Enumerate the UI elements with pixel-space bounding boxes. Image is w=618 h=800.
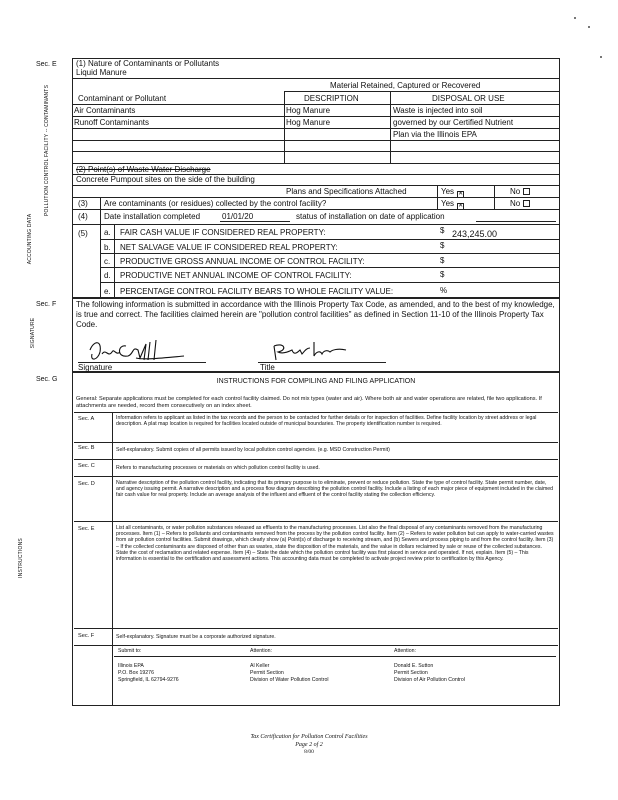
value-e-letter: e. xyxy=(104,287,111,296)
sec-g-side-label: INSTRUCTIONS xyxy=(18,538,24,578)
instr-sec-c-text: Refers to manufacturing processes or materials on which pollution control facility is used. xyxy=(116,465,320,471)
sec-e-tag: Sec. E xyxy=(36,61,57,68)
row3-disposal: Plan via the Illinois EPA xyxy=(393,130,477,139)
value-b-letter: b. xyxy=(104,243,111,252)
row2-description: Hog Manure xyxy=(286,118,331,127)
plans-no-checkbox[interactable] xyxy=(523,188,530,195)
row1-disposal: Waste is injected into soil xyxy=(393,106,483,115)
value-b-dollar: $ xyxy=(440,241,445,250)
col-description: DESCRIPTION xyxy=(304,94,359,103)
certification-statement: The following information is submitted in accordance with the Illinois Property Tax Code, as amended, and to the best of my knowledge, is true and correct. The facilities claimed herein are "pollution control facilities" as defined in Section 11-10 of the Illinois Property Tax Code. xyxy=(76,300,555,329)
instr-sec-b-text: Self-explanatory. Submit copies of all permits issued by local pollution control agencies. (e.g. MSD Construction Permit) xyxy=(116,447,390,453)
scan-speck xyxy=(574,17,576,19)
value-c-letter: c. xyxy=(104,257,111,266)
plans-yes-label: Yes xyxy=(441,187,455,196)
plans-no-label: No xyxy=(510,187,521,196)
value-a-letter: a. xyxy=(104,228,111,237)
attention-label-2: Attention: xyxy=(394,648,416,654)
addr2-line3: Division of Water Pollution Control xyxy=(250,677,329,683)
signature-label: Signature xyxy=(78,363,113,372)
q3-no[interactable] xyxy=(510,199,530,208)
addr2-line1: Al Keller xyxy=(250,663,270,669)
attention-label-1: Attention: xyxy=(250,648,272,654)
addr3-line3: Division of Air Pollution Control xyxy=(394,677,465,683)
addr2-line2: Permit Section xyxy=(250,670,284,676)
instr-sec-a-tag: Sec. A xyxy=(78,416,95,422)
footer-date: 8/00 xyxy=(304,749,314,755)
value-d-letter: d. xyxy=(104,271,111,280)
q3-no-label: No xyxy=(510,199,521,208)
instr-sec-e-text: List all contaminants, or water pollution substances released as effluents to the manufacturing processes. List also the final disposal of any contaminants removed from the manufacturing processes. Item (1) – Refers to pollutants and contaminants removed from the process by the pollution control facility. Item (2) – Refers to water pollution but can apply to water-carried wastes from air pollution control facilities. Submit drawings, which clearly show (a) Point(s) of discharge to receiving stream, and (b) Sewers and process piping to and from the control facility. Item (3) – If the collected contaminants are disposed of other than as wastes, state the disposition of the materials, and the value in dollars reclaimed by sale or reuse of the collected substances. State the cost of reclamation and related expense. Item (4) – State the date which the pollution control facility was first placed in service and operated. If not, explain. Item (5) – This information is essential to the certification and assessment actions. This accounting data must be completed to activate project review prior to certification by this Agency. xyxy=(116,525,554,563)
sec-g-tag: Sec. G xyxy=(36,376,58,383)
sec-f-tag: Sec. F xyxy=(36,301,57,308)
row1-description: Hog Manure xyxy=(286,106,331,115)
general-instructions: General: Separate applications must be completed for each control facility claimed. Do not mix types (water and air). Where both air and water operations are related, file two applications. If attachments are needed, record them consecutively on an index sheet. xyxy=(76,396,542,409)
row1-contaminant: Air Contaminants xyxy=(74,106,136,115)
sec-e-side-label-accounting: ACCOUNTING DATA xyxy=(27,213,33,265)
row2-disposal: governed by our Certified Nutrient xyxy=(393,118,514,127)
submit-to-label: Submit to: xyxy=(118,648,142,654)
instr-sec-e-tag: Sec. E xyxy=(78,526,95,532)
instr-sec-f-text: Self-explanatory. Signature must be a corporate authorized signature. xyxy=(116,634,276,640)
footer-title: Tax Certification for Pollution Control Facilities xyxy=(250,734,368,740)
q3-number: (3) xyxy=(78,199,88,208)
material-header: Material Retained, Captured or Recovered xyxy=(330,81,481,90)
addr1-line2: P.O. Box 19276 xyxy=(118,670,154,676)
plans-label: Plans and Specifications Attached xyxy=(286,187,407,196)
footer-page: Page 2 of 2 xyxy=(295,742,323,748)
q3-yes-checkbox[interactable]: ✕ xyxy=(458,203,464,209)
instr-sec-b-tag: Sec. B xyxy=(78,445,95,451)
addr1-line1: Illinois EPA xyxy=(118,663,144,669)
scan-speck xyxy=(588,26,590,28)
value-b-label: NET SALVAGE VALUE IF CONSIDERED REAL PROPERTY: xyxy=(120,243,338,252)
instr-sec-a-text: Information refers to applicant as listed in the tax records and the person to be contacted for further details or for inspection of facilities. Define facility location by street address or legal description. A plat map location is required for facilities located outside of municipal boundaries. The property identification number is required. xyxy=(116,415,537,428)
value-d-dollar: $ xyxy=(440,270,445,279)
addr3-line1: Donald E. Sutton xyxy=(394,663,434,669)
plans-no[interactable] xyxy=(510,187,530,196)
addr3-line2: Permit Section xyxy=(394,670,428,676)
nature-title: (1) Nature of Contaminants or Pollutants xyxy=(76,59,220,68)
value-a-dollar: $ xyxy=(440,226,445,235)
instructions-title: INSTRUCTIONS FOR COMPILING AND FILING APPLICATION xyxy=(216,378,416,385)
title-label: Title xyxy=(260,363,275,372)
q3-text: Are contaminants (or residues) collected by the control facility? xyxy=(104,199,327,208)
addr1-line3: Springfield, IL 62794-9276 xyxy=(118,677,179,683)
instr-sec-d-text: Narrative description of the pollution control facility, indicating that its primary purpose is to eliminate, prevent or reduce pollution. State the type of control facility. State permit number, date, and agency issuing permit. A narrative description and a process flow diagram describing the pollution control facility. Include a listing of each major piece of equipment included in the claimed fair cash value for real property. Include an average analysis of the influent and effluent of the control facility stating the collection efficiency. xyxy=(116,480,554,499)
point-value: Concrete Pumpout sites on the side of the building xyxy=(76,175,255,184)
q4-date: 01/01/20 xyxy=(222,212,254,221)
value-e-label: PERCENTAGE CONTROL FACILITY BEARS TO WHOLE FACILITY VALUE: xyxy=(120,287,394,296)
value-c-label: PRODUCTIVE GROSS ANNUAL INCOME OF CONTROL FACILITY: xyxy=(120,257,365,266)
value-d-label: PRODUCTIVE NET ANNUAL INCOME OF CONTROL FACILITY: xyxy=(120,271,352,280)
q4-number: (4) xyxy=(78,212,88,221)
instr-sec-d-tag: Sec. D xyxy=(78,481,95,487)
title-handwriting xyxy=(270,338,350,364)
plans-yes-checkbox[interactable]: ✕ xyxy=(458,191,464,197)
value-a-amount: 243,245.00 xyxy=(452,229,498,239)
value-a-label: FAIR CASH VALUE IF CONSIDERED REAL PROPERTY: xyxy=(120,228,326,237)
q3-yes-label: Yes xyxy=(441,199,455,208)
scan-speck xyxy=(600,56,602,58)
instr-sec-c-tag: Sec. C xyxy=(78,463,95,469)
value-e-percent: % xyxy=(440,286,448,295)
instr-sec-f-tag: Sec. F xyxy=(78,633,95,639)
sec-f-side-label: SIGNATURE xyxy=(30,317,36,349)
sec-e-side-label: POLLUTION CONTROL FACILITY -- CONTAMINANTS xyxy=(44,84,50,216)
point-title: (2) Point(s) of Waste Water Discharge xyxy=(76,165,211,174)
col-contaminant: Contaminant or Pollutant xyxy=(78,94,167,103)
q5-number: (5) xyxy=(78,229,88,238)
value-c-dollar: $ xyxy=(440,256,445,265)
row2-contaminant: Runoff Contaminants xyxy=(74,118,150,127)
q4-status-label: status of installation on date of application xyxy=(296,212,445,221)
q3-no-checkbox[interactable] xyxy=(523,200,530,207)
nature-value: Liquid Manure xyxy=(76,68,127,77)
col-disposal: DISPOSAL OR USE xyxy=(432,94,505,103)
q4-label: Date installation completed xyxy=(104,212,201,221)
